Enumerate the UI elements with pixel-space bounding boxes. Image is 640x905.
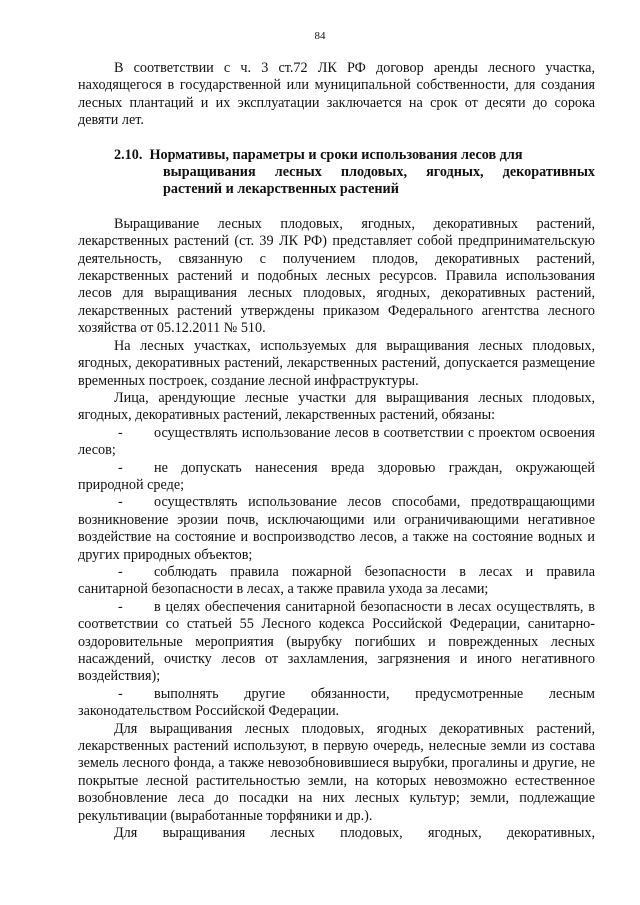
list-item-text: соблюдать правила пожарной безопасности в лесах и правила санитарной безопасности в лесах, а также правила ухода за лесами; — [78, 563, 595, 598]
section-title-line1: Нормативы, параметры и сроки использования лесов для — [149, 146, 523, 163]
list-item-text: осуществлять использование лесов способами, предотвращающими возникновение эрозии почв, исключающими или ограничивающими негативное воздействие на состояние и воспроизводство лесов, а также на состояние водных и других природных объектов; — [78, 494, 595, 563]
section-number: 2.10. — [114, 146, 143, 163]
paragraph: Для выращивания лесных плодовых, ягодных декоративных растений, лекарственных растений используют, в первую очередь, нелесные земли из состава земель лесного фонда, а также невозобновившиеся вырубки, прогалины и другие, не покрытые лесной растительностью земли, на которых невозможно естественное возобновление леса до посадки на них лесных культур; земли, подлежащие рекультивации (выработанные торфяники и др.). — [78, 720, 595, 824]
list-dash: - — [118, 598, 123, 615]
section-title-continuation: выращивания лесных плодовых, ягодных, декоративных растений и лекарственных растений — [163, 164, 595, 198]
list-item-text: в целях обеспечения санитарной безопасности в лесах осуществлять, в соответствии со статьей 55 Лесного кодекса Российской Федерации, санитарно-оздоровительные мероприятия (вырубку погибших и поврежденных лесных насаждений, очистку лесов от захламления, загрязнения и иного негативного воздействия); — [78, 598, 595, 685]
list-item — [78, 599, 595, 686]
list-item — [78, 460, 595, 495]
list-item-text: выполнять другие обязанности, предусмотренные лесным законодательством Российской Федерации. — [78, 685, 595, 720]
list-item-text: не допускать нанесения вреда здоровью граждан, окружающей природной среде; — [78, 459, 595, 493]
page-number: 84 — [314, 30, 326, 42]
list-dash: - — [118, 563, 123, 580]
list-dash: - — [118, 685, 123, 702]
intro-paragraph: В соответствии с ч. 3 ст.72 ЛК РФ договор аренды лесного участка, находящегося в государственной или муниципальной собственности, для создания лесных плантаций и их эксплуатации заключается на срок от десяти до сорока девяти лет. — [78, 60, 595, 129]
paragraph-continued: Для выращивания лесных плодовых, ягодных, декоративных, — [114, 825, 595, 842]
list-dash: - — [118, 494, 123, 511]
paragraph: На лесных участках, используемых для выращивания лесных плодовых, ягодных, декоративных растений, лекарственных растений, допускается размещение временных построек, создание лесной инфраструктуры. — [78, 337, 595, 389]
list-dash: - — [118, 424, 123, 441]
paragraph: Выращивание лесных плодовых, ягодных, декоративных растений, лекарственных растений (ст. 39 ЛК РФ) представляет собой предпринимательскую деятельность, связанную с получением плодов, декоративных растений, лекарственных растений и подобных лесных ресурсов. Правила использования лесов для выращивания лесных плодовых, ягодных, декоративных растений, лекарственных растений утверждены приказом Федерального агентства лесного хозяйства от 05.12.2011 № 510. — [78, 215, 595, 337]
list-dash: - — [118, 459, 123, 476]
list-item — [78, 686, 595, 721]
paragraph: Лица, арендующие лесные участки для выращивания лесных плодовых, ягодных, декоративных растений, лекарственных растений, обязаны: — [78, 389, 595, 424]
list-item-text: осуществлять использование лесов в соответствии с проектом освоения лесов; — [78, 424, 595, 459]
list-item — [78, 564, 595, 599]
list-item — [78, 425, 595, 460]
section-heading — [78, 147, 595, 164]
list-item — [78, 494, 595, 564]
